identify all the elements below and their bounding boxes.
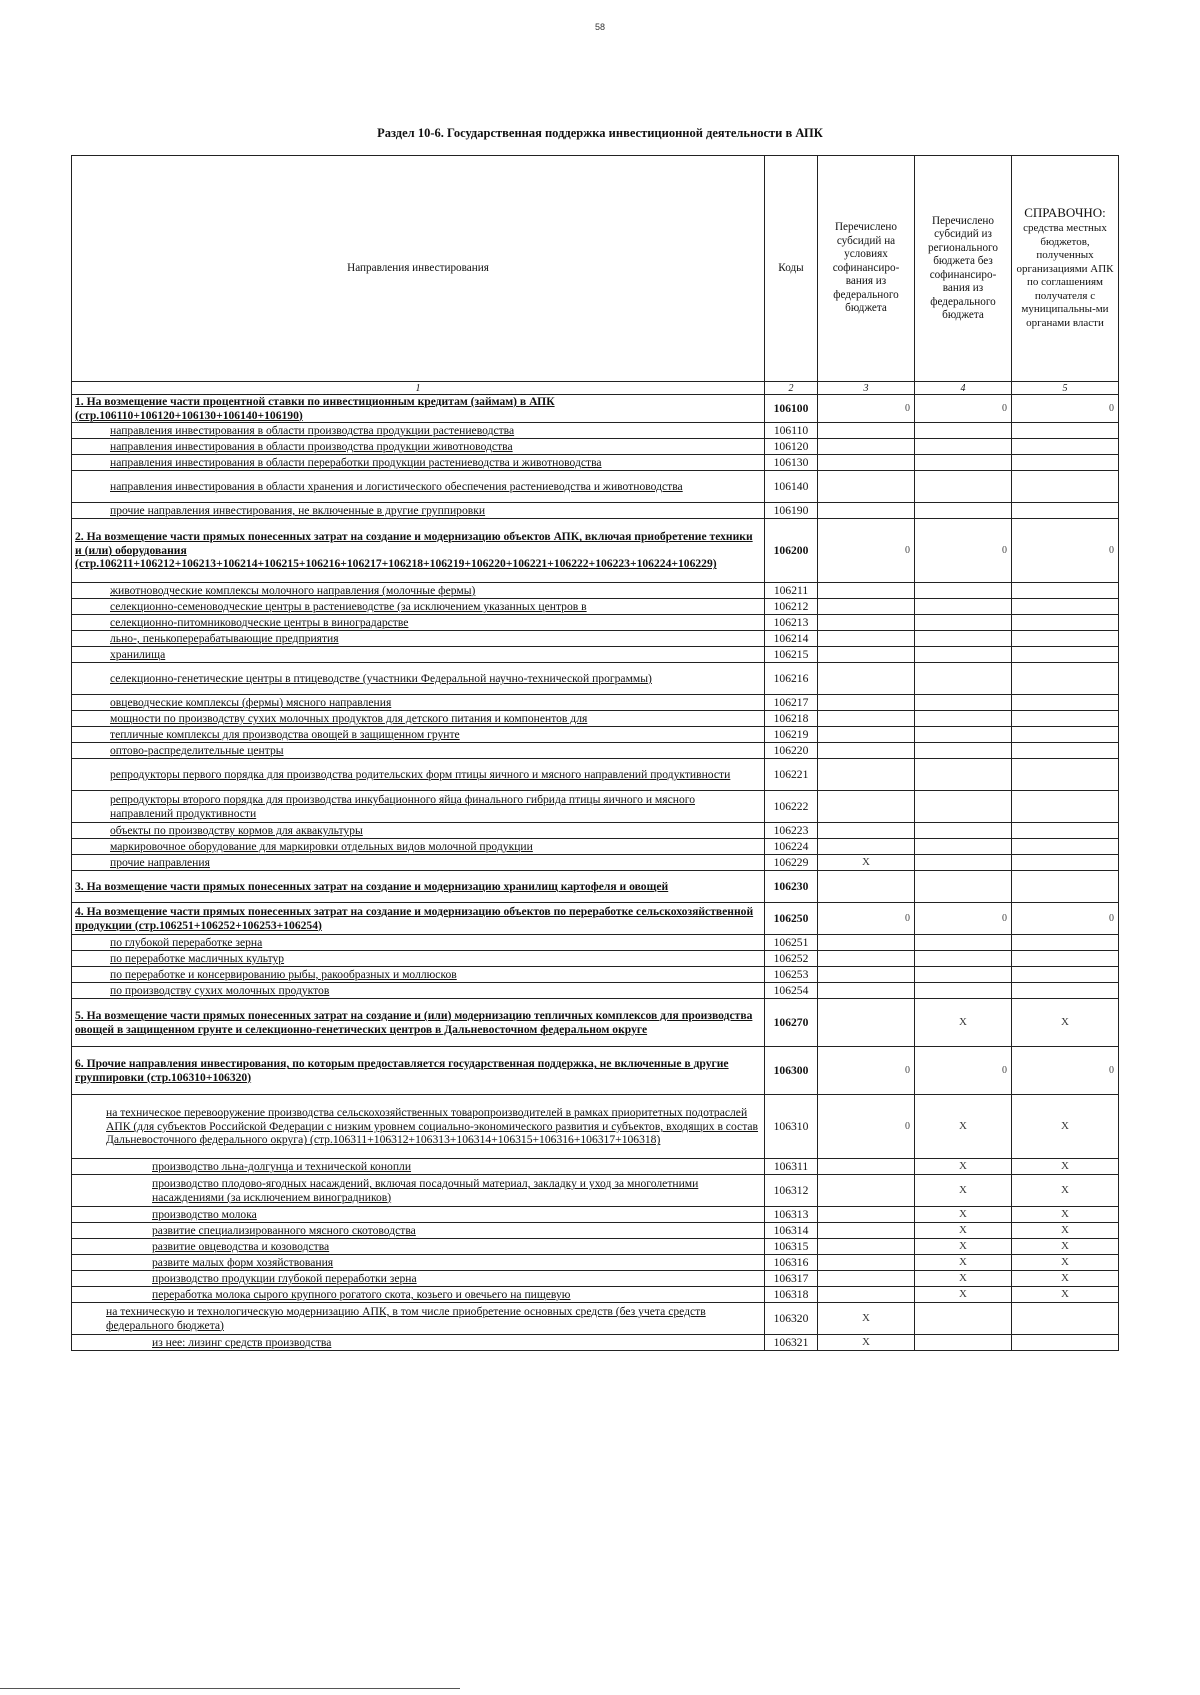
table-row <box>72 727 1119 743</box>
row-code: 106314 <box>765 1223 818 1239</box>
row-code: 106120 <box>765 439 818 455</box>
regional-budget-cell: 0 <box>915 519 1012 583</box>
local-budgets-cell <box>1012 599 1119 615</box>
regional-budget-cell <box>915 439 1012 455</box>
row-code: 106213 <box>765 615 818 631</box>
local-budgets-cell: 0 <box>1012 395 1119 423</box>
row-code: 106315 <box>765 1239 818 1255</box>
table-row <box>72 663 1119 695</box>
federal-cofinancing-cell: X <box>818 1335 915 1351</box>
local-budgets-cell <box>1012 647 1119 663</box>
column-number: 2 <box>765 382 818 395</box>
regional-budget-cell <box>915 727 1012 743</box>
column-number: 3 <box>818 382 915 395</box>
row-direction-name: 5. На возмещение части прямых понесенных затрат на создание и (или) модернизацию тепличных комплексов для производства овощей в защищенном грунте и селекционно-генетических центров в Дальневосточном федеральном округе <box>72 999 765 1047</box>
table-header-row <box>72 156 1119 382</box>
local-budgets-cell <box>1012 423 1119 439</box>
federal-cofinancing-cell: X <box>818 855 915 871</box>
regional-budget-cell: 0 <box>915 395 1012 423</box>
federal-cofinancing-cell <box>818 967 915 983</box>
table-row <box>72 519 1119 583</box>
table-row <box>72 1175 1119 1207</box>
regional-budget-cell <box>915 839 1012 855</box>
row-code: 106100 <box>765 395 818 423</box>
local-budgets-cell <box>1012 471 1119 503</box>
federal-cofinancing-cell <box>818 951 915 967</box>
row-code: 106221 <box>765 759 818 791</box>
local-budgets-cell <box>1012 823 1119 839</box>
row-direction-name: животноводческие комплексы молочного направления (молочные фермы) <box>72 583 765 599</box>
table-row <box>72 1335 1119 1351</box>
row-direction-name: 2. На возмещение части прямых понесенных затрат на создание и модернизацию объектов АПК, включая приобретение техники и (или) оборудования (стр.106211+106212+106213+106214+106215+106216+106217+106218+106219+106220+106221+106222+106223+106224+106229) <box>72 519 765 583</box>
federal-cofinancing-cell <box>818 727 915 743</box>
row-direction-name: развитие специализированного мясного скотоводства <box>72 1223 765 1239</box>
row-code: 106321 <box>765 1335 818 1351</box>
table-row <box>72 455 1119 471</box>
row-code: 106310 <box>765 1095 818 1159</box>
table-row <box>72 951 1119 967</box>
federal-cofinancing-cell <box>818 743 915 759</box>
federal-cofinancing-cell: X <box>818 1303 915 1335</box>
row-code: 106230 <box>765 871 818 903</box>
local-budgets-cell: X <box>1012 1255 1119 1271</box>
regional-budget-cell <box>915 647 1012 663</box>
table-row <box>72 1255 1119 1271</box>
row-direction-name: селекционно-питомниководческие центры в виноградарстве <box>72 615 765 631</box>
table-row <box>72 503 1119 519</box>
regional-budget-cell <box>915 599 1012 615</box>
row-code: 106318 <box>765 1287 818 1303</box>
local-budgets-cell: X <box>1012 999 1119 1047</box>
regional-budget-cell: X <box>915 999 1012 1047</box>
federal-cofinancing-cell: 0 <box>818 903 915 935</box>
column-number: 1 <box>72 382 765 395</box>
federal-cofinancing-cell <box>818 759 915 791</box>
table-row <box>72 647 1119 663</box>
row-direction-name: прочие направления инвестирования, не включенные в другие группировки <box>72 503 765 519</box>
table-row <box>72 711 1119 727</box>
row-code: 106300 <box>765 1047 818 1095</box>
local-budgets-cell: 0 <box>1012 519 1119 583</box>
row-direction-name: по производству сухих молочных продуктов <box>72 983 765 999</box>
row-code: 106211 <box>765 583 818 599</box>
row-direction-name: репродукторы второго порядка для производства инкубационного яйца финального гибрида птицы яичного и мясного направлений продуктивности <box>72 791 765 823</box>
row-code: 106312 <box>765 1175 818 1207</box>
federal-cofinancing-cell <box>818 1239 915 1255</box>
row-direction-name: льно-, пенькоперерабатывающие предприятия <box>72 631 765 647</box>
federal-cofinancing-cell <box>818 823 915 839</box>
federal-cofinancing-cell <box>818 871 915 903</box>
local-budgets-text: средства местных бюджетов, полученных организациями АПК по соглашениям получателя с муниципальны-ми органами власти <box>1016 221 1114 330</box>
regional-budget-cell <box>915 855 1012 871</box>
regional-budget-cell <box>915 967 1012 983</box>
federal-cofinancing-cell <box>818 791 915 823</box>
row-direction-name: овцеводческие комплексы (фермы) мясного направления <box>72 695 765 711</box>
investment-support-table <box>71 155 1119 1351</box>
table-row <box>72 631 1119 647</box>
regional-budget-cell <box>915 615 1012 631</box>
local-budgets-cell <box>1012 615 1119 631</box>
local-budgets-cell <box>1012 663 1119 695</box>
regional-budget-cell <box>915 759 1012 791</box>
local-budgets-cell: X <box>1012 1287 1119 1303</box>
table-row <box>72 695 1119 711</box>
row-direction-name: из нее: лизинг средств производства <box>72 1335 765 1351</box>
regional-budget-cell <box>915 743 1012 759</box>
row-code: 106190 <box>765 503 818 519</box>
row-code: 106140 <box>765 471 818 503</box>
local-budgets-cell <box>1012 583 1119 599</box>
table-row <box>72 439 1119 455</box>
row-code: 106229 <box>765 855 818 871</box>
regional-budget-cell <box>915 423 1012 439</box>
federal-cofinancing-cell <box>818 663 915 695</box>
regional-budget-cell <box>915 935 1012 951</box>
regional-budget-cell <box>915 951 1012 967</box>
row-code: 106224 <box>765 839 818 855</box>
local-budgets-cell <box>1012 983 1119 999</box>
row-code: 106317 <box>765 1271 818 1287</box>
federal-cofinancing-cell <box>818 1207 915 1223</box>
regional-budget-cell <box>915 503 1012 519</box>
regional-budget-cell <box>915 871 1012 903</box>
federal-cofinancing-cell <box>818 1287 915 1303</box>
regional-budget-cell <box>915 1335 1012 1351</box>
federal-cofinancing-cell <box>818 711 915 727</box>
regional-budget-cell: 0 <box>915 1047 1012 1095</box>
row-code: 106254 <box>765 983 818 999</box>
row-direction-name: мощности по производству сухих молочных продуктов для детского питания и компонентов для <box>72 711 765 727</box>
row-direction-name: направления инвестирования в области производства продукции животноводства <box>72 439 765 455</box>
federal-cofinancing-cell <box>818 1255 915 1271</box>
local-budgets-cell <box>1012 1335 1119 1351</box>
federal-cofinancing-cell <box>818 1271 915 1287</box>
local-budgets-cell <box>1012 855 1119 871</box>
row-direction-name: развитие овцеводства и козоводства <box>72 1239 765 1255</box>
column-header-federal-cofinancing: Перечислено субсидий на условиях софинансиро-вания из федерального бюджета <box>818 156 915 382</box>
table-row <box>72 1207 1119 1223</box>
local-budgets-cell <box>1012 839 1119 855</box>
local-budgets-cell: 0 <box>1012 903 1119 935</box>
table-row <box>72 935 1119 951</box>
federal-cofinancing-cell <box>818 983 915 999</box>
row-direction-name: селекционно-генетические центры в птицеводстве (участники Федеральной научно-технической программы) <box>72 663 765 695</box>
row-code: 106251 <box>765 935 818 951</box>
regional-budget-cell <box>915 823 1012 839</box>
column-number: 5 <box>1012 382 1119 395</box>
reference-label: СПРАВОЧНО: <box>1024 205 1106 221</box>
column-header-codes: Коды <box>765 156 818 382</box>
federal-cofinancing-cell <box>818 455 915 471</box>
federal-cofinancing-cell <box>818 615 915 631</box>
table-row <box>72 1287 1119 1303</box>
regional-budget-cell: X <box>915 1255 1012 1271</box>
table-row <box>72 871 1119 903</box>
column-header-regional-budget: Перечислено субсидий из регионального бюджета без софинансиро-вания из федерального бюджета <box>915 156 1012 382</box>
local-budgets-cell <box>1012 711 1119 727</box>
table-row <box>72 1047 1119 1095</box>
local-budgets-cell: X <box>1012 1207 1119 1223</box>
row-code: 106214 <box>765 631 818 647</box>
row-code: 106220 <box>765 743 818 759</box>
local-budgets-cell <box>1012 439 1119 455</box>
section-title: Раздел 10-6. Государственная поддержка инвестиционной деятельности в АПК <box>377 126 823 140</box>
federal-cofinancing-cell <box>818 423 915 439</box>
table-row <box>72 903 1119 935</box>
regional-budget-cell <box>915 663 1012 695</box>
regional-budget-cell: X <box>915 1239 1012 1255</box>
row-direction-name: производство плодово-ягодных насаждений, включая посадочный материал, закладку и уход за многолетними насаждениями (за исключением виноградников) <box>72 1175 765 1207</box>
local-budgets-cell: X <box>1012 1095 1119 1159</box>
row-direction-name: 1. На возмещение части процентной ставки по инвестиционным кредитам (займам) в АПК (стр.106110+106120+106130+106140+106190) <box>72 395 765 423</box>
local-budgets-cell: 0 <box>1012 1047 1119 1095</box>
row-direction-name: по переработке масличных культур <box>72 951 765 967</box>
table-row <box>72 471 1119 503</box>
column-header-directions: Направления инвестирования <box>72 156 765 382</box>
table-row <box>72 839 1119 855</box>
table-row <box>72 855 1119 871</box>
regional-budget-cell <box>915 455 1012 471</box>
local-budgets-cell <box>1012 695 1119 711</box>
local-budgets-cell <box>1012 727 1119 743</box>
local-budgets-cell <box>1012 455 1119 471</box>
regional-budget-cell: X <box>915 1095 1012 1159</box>
federal-cofinancing-cell <box>818 583 915 599</box>
table-row <box>72 791 1119 823</box>
table-row <box>72 999 1119 1047</box>
table-body <box>72 395 1119 1351</box>
table-row <box>72 983 1119 999</box>
row-code: 106250 <box>765 903 818 935</box>
local-budgets-cell <box>1012 503 1119 519</box>
regional-budget-cell: X <box>915 1287 1012 1303</box>
row-direction-name: по глубокой переработке зерна <box>72 935 765 951</box>
regional-budget-cell <box>915 583 1012 599</box>
row-direction-name: направления инвестирования в области производства продукции растениеводства <box>72 423 765 439</box>
table-row <box>72 395 1119 423</box>
row-code: 106217 <box>765 695 818 711</box>
row-code: 106223 <box>765 823 818 839</box>
federal-cofinancing-cell <box>818 839 915 855</box>
row-code: 106200 <box>765 519 818 583</box>
local-budgets-cell <box>1012 631 1119 647</box>
local-budgets-cell: X <box>1012 1159 1119 1175</box>
table-row <box>72 967 1119 983</box>
federal-cofinancing-cell: 0 <box>818 395 915 423</box>
local-budgets-cell <box>1012 935 1119 951</box>
row-direction-name: репродукторы первого порядка для производства родительских форм птицы яичного и мясного направлений продуктивности <box>72 759 765 791</box>
federal-cofinancing-cell <box>818 1159 915 1175</box>
local-budgets-cell: X <box>1012 1271 1119 1287</box>
row-direction-name: объекты по производству кормов для аквакультуры <box>72 823 765 839</box>
regional-budget-cell <box>915 471 1012 503</box>
column-number-row <box>72 382 1119 395</box>
federal-cofinancing-cell <box>818 599 915 615</box>
federal-cofinancing-cell <box>818 695 915 711</box>
regional-budget-cell: X <box>915 1175 1012 1207</box>
row-direction-name: развите малых форм хозяйствования <box>72 1255 765 1271</box>
row-code: 106313 <box>765 1207 818 1223</box>
row-code: 106110 <box>765 423 818 439</box>
federal-cofinancing-cell: 0 <box>818 519 915 583</box>
row-code: 106270 <box>765 999 818 1047</box>
local-budgets-cell <box>1012 951 1119 967</box>
row-direction-name: направления инвестирования в области хранения и логистического обеспечения растениеводства и животноводства <box>72 471 765 503</box>
local-budgets-cell: X <box>1012 1175 1119 1207</box>
table-row <box>72 759 1119 791</box>
federal-cofinancing-cell <box>818 471 915 503</box>
row-direction-name: прочие направления <box>72 855 765 871</box>
row-direction-name: производство льна-долгунца и технической конопли <box>72 1159 765 1175</box>
row-code: 106215 <box>765 647 818 663</box>
row-direction-name: по переработке и консервированию рыбы, ракообразных и моллюсков <box>72 967 765 983</box>
table-row <box>72 1271 1119 1287</box>
local-budgets-cell <box>1012 791 1119 823</box>
local-budgets-cell <box>1012 871 1119 903</box>
row-direction-name: оптово-распределительные центры <box>72 743 765 759</box>
row-code: 106320 <box>765 1303 818 1335</box>
row-direction-name: тепличные комплексы для производства овощей в защищенном грунте <box>72 727 765 743</box>
row-direction-name: селекционно-семеноводческие центры в растениеводстве (за исключением указанных центров в <box>72 599 765 615</box>
row-direction-name: на техническое перевооружение производства сельскохозяйственных товаропроизводителей в рамках приоритетных подотраслей АПК (для субъектов Российской Федерации с низким уровнем социально-экономического развития и субъектов, входящих в состав Дальневосточного федерального округа) (стр.106311+106312+106313+106314+106315+106316+106317+106318) <box>72 1095 765 1159</box>
row-code: 106130 <box>765 455 818 471</box>
table-row <box>72 1239 1119 1255</box>
row-direction-name: 3. На возмещение части прямых понесенных затрат на создание и модернизацию хранилищ картофеля и овощей <box>72 871 765 903</box>
row-code: 106218 <box>765 711 818 727</box>
row-code: 106219 <box>765 727 818 743</box>
regional-budget-cell: X <box>915 1271 1012 1287</box>
federal-cofinancing-cell <box>818 439 915 455</box>
regional-budget-cell: X <box>915 1159 1012 1175</box>
row-direction-name: на техническую и технологическую модернизацию АПК, в том числе приобретение основных средств (без учета средств федерального бюджета) <box>72 1303 765 1335</box>
page-number: 58 <box>594 22 605 32</box>
row-direction-name: переработка молока сырого крупного рогатого скота, козьего и овечьего на пищевую <box>72 1287 765 1303</box>
column-number: 4 <box>915 382 1012 395</box>
table-row <box>72 615 1119 631</box>
row-code: 106311 <box>765 1159 818 1175</box>
federal-cofinancing-cell <box>818 1223 915 1239</box>
federal-cofinancing-cell: 0 <box>818 1047 915 1095</box>
table-row <box>72 743 1119 759</box>
regional-budget-cell: X <box>915 1207 1012 1223</box>
table-row <box>72 1303 1119 1335</box>
row-direction-name: производство продукции глубокой переработки зерна <box>72 1271 765 1287</box>
table-row <box>72 1159 1119 1175</box>
row-direction-name: производство молока <box>72 1207 765 1223</box>
regional-budget-cell: 0 <box>915 903 1012 935</box>
federal-cofinancing-cell <box>818 647 915 663</box>
row-code: 106252 <box>765 951 818 967</box>
row-code: 106316 <box>765 1255 818 1271</box>
federal-cofinancing-cell <box>818 503 915 519</box>
row-direction-name: маркировочное оборудование для маркировки отдельных видов молочной продукции <box>72 839 765 855</box>
row-code: 106222 <box>765 791 818 823</box>
local-budgets-cell: X <box>1012 1239 1119 1255</box>
table-row <box>72 1223 1119 1239</box>
row-code: 106212 <box>765 599 818 615</box>
column-header-local-budgets <box>1012 156 1119 382</box>
federal-cofinancing-cell: 0 <box>818 1095 915 1159</box>
row-code: 106253 <box>765 967 818 983</box>
federal-cofinancing-cell <box>818 999 915 1047</box>
federal-cofinancing-cell <box>818 1175 915 1207</box>
table-row <box>72 423 1119 439</box>
footer-rule <box>0 1688 460 1689</box>
local-budgets-cell <box>1012 759 1119 791</box>
local-budgets-cell <box>1012 743 1119 759</box>
regional-budget-cell <box>915 711 1012 727</box>
row-direction-name: 4. На возмещение части прямых понесенных затрат на создание и модернизацию объектов по переработке сельскохозяйственной продукции (стр.106251+106252+106253+106254) <box>72 903 765 935</box>
regional-budget-cell <box>915 983 1012 999</box>
table-row <box>72 599 1119 615</box>
row-code: 106216 <box>765 663 818 695</box>
table-row <box>72 823 1119 839</box>
table-row <box>72 583 1119 599</box>
local-budgets-cell <box>1012 967 1119 983</box>
row-direction-name: 6. Прочие направления инвестирования, по которым предоставляется государственная поддержка, не включенные в другие группировки (стр.106310+106320) <box>72 1047 765 1095</box>
local-budgets-cell: X <box>1012 1223 1119 1239</box>
regional-budget-cell <box>915 1303 1012 1335</box>
federal-cofinancing-cell <box>818 935 915 951</box>
row-direction-name: хранилища <box>72 647 765 663</box>
row-direction-name: направления инвестирования в области переработки продукции растениеводства и животноводства <box>72 455 765 471</box>
regional-budget-cell <box>915 695 1012 711</box>
regional-budget-cell: X <box>915 1223 1012 1239</box>
federal-cofinancing-cell <box>818 631 915 647</box>
local-budgets-cell <box>1012 1303 1119 1335</box>
table-row <box>72 1095 1119 1159</box>
regional-budget-cell <box>915 631 1012 647</box>
regional-budget-cell <box>915 791 1012 823</box>
